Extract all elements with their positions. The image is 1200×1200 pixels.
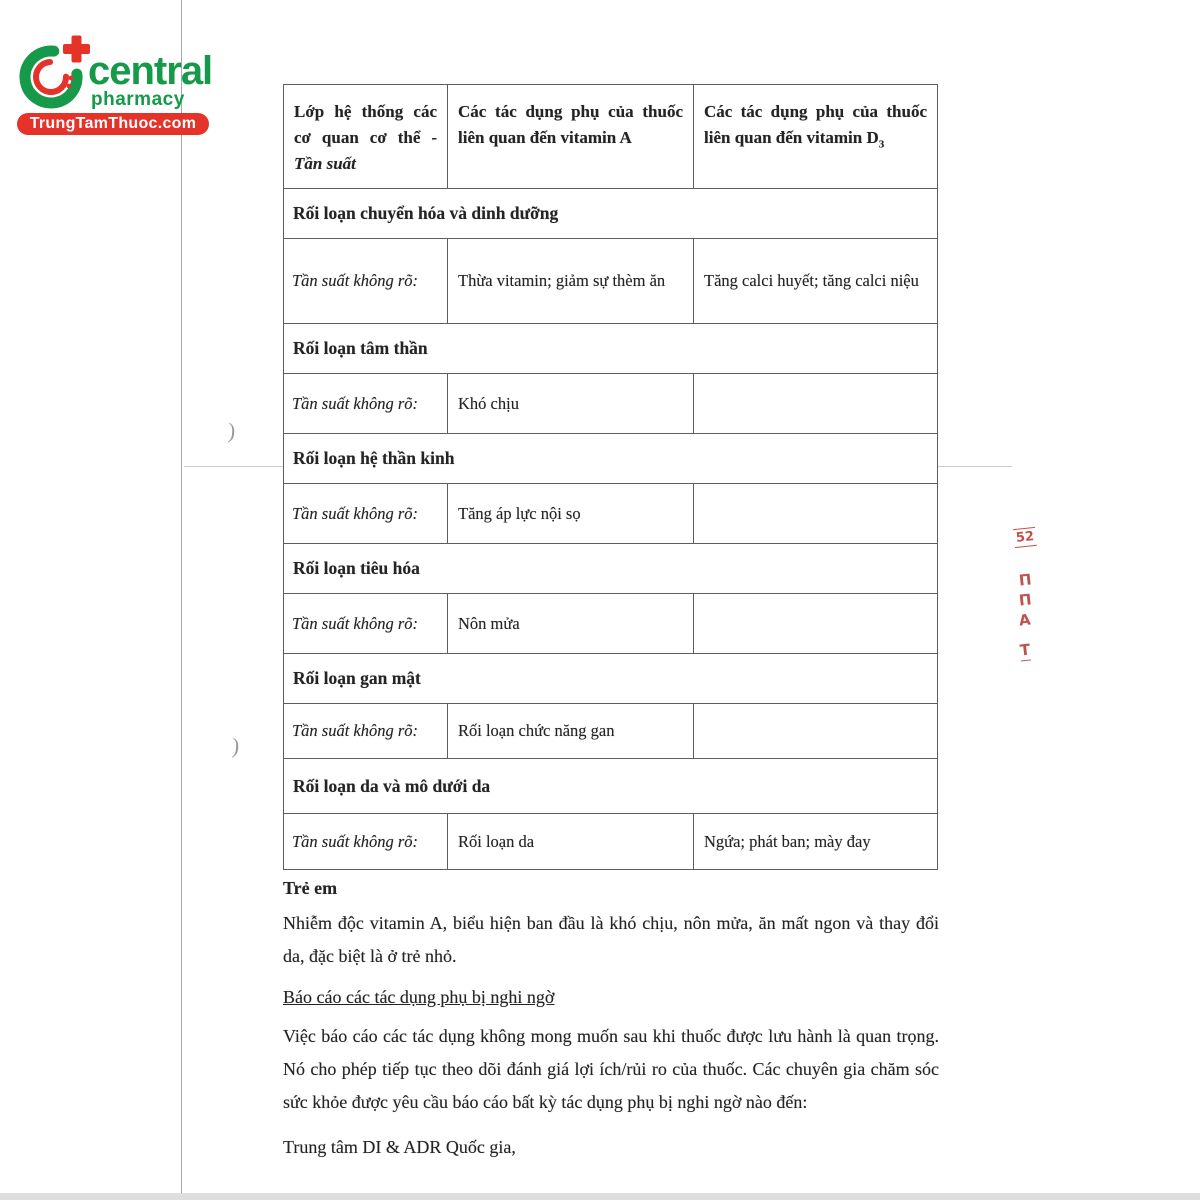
table-row <box>284 374 938 434</box>
section-header-row <box>284 434 938 484</box>
vitamin-a-cell: Rối loạn chức năng gan <box>448 704 694 759</box>
children-paragraph: Nhiễm độc vitamin A, biểu hiện ban đầu là khó chịu, nôn mửa, ăn mất ngon và thay đổi da, đặc biệt là ở trẻ nhỏ. <box>283 913 939 966</box>
section-header-row <box>284 324 938 374</box>
header-cell-system-organ-class <box>284 85 448 189</box>
logo-brand-text: central <box>88 49 213 93</box>
section-title: Rối loạn da và mô dưới da <box>284 759 938 814</box>
section-title: Rối loạn tiêu hóa <box>284 544 938 594</box>
frequency-cell: Tần suất không rõ: <box>284 239 448 324</box>
table-row <box>284 484 938 544</box>
handwritten-mark: Π <box>1017 570 1033 590</box>
handwritten-red-marks <box>1008 528 1042 661</box>
scan-fold-line-right <box>937 466 1012 467</box>
logo-sub-text: pharmacy <box>91 89 185 110</box>
frequency-cell: Tần suất không rõ: <box>284 594 448 654</box>
frequency-cell: Tần suất không rõ: <box>284 374 448 434</box>
vitamin-a-cell: Rối loạn da <box>448 814 694 870</box>
section-title: Rối loạn chuyển hóa và dinh dưỡng <box>284 189 938 239</box>
section-header-row <box>284 654 938 704</box>
vitamin-d3-cell: Tăng calci huyết; tăng calci niệu <box>694 239 938 324</box>
logo-domain-badge: TrungTamThuoc.com <box>17 113 209 135</box>
frequency-cell: Tần suất không rõ: <box>284 814 448 870</box>
vitamin-d3-cell <box>694 704 938 759</box>
vitamin-a-cell: Khó chịu <box>448 374 694 434</box>
header-col1-text: Lớp hệ thống các cơ quan cơ thể - <box>294 102 437 147</box>
header-cell-vitamin-d3 <box>694 85 938 189</box>
vitamin-a-cell: Nôn mửa <box>448 594 694 654</box>
scan-page-edge-line <box>181 0 182 1193</box>
table-row <box>284 594 938 654</box>
handwritten-mark: 52 <box>1013 527 1037 548</box>
section-header-row <box>284 544 938 594</box>
scan-paren-mark: ) <box>227 417 237 444</box>
header-col3-subscript: 3 <box>878 138 885 151</box>
header-col3-text: Các tác dụng phụ của thuốc liên quan đến vitamin D <box>704 102 927 147</box>
vitamin-a-cell: Tăng áp lực nội sọ <box>448 484 694 544</box>
frequency-cell: Tần suất không rõ: <box>284 704 448 759</box>
contact-line: Trung tâm DI & ADR Quốc gia, <box>283 1137 516 1157</box>
body-text-block <box>283 872 939 1182</box>
children-heading: Trẻ em <box>283 878 338 898</box>
scan-fold-line-left <box>184 466 283 467</box>
vitamin-a-cell: Thừa vitamin; giảm sự thèm ăn <box>448 239 694 324</box>
report-paragraph: Việc báo cáo các tác dụng không mong muốn sau khi thuốc được lưu hành là quan trọng. Nó cho phép tiếp tục theo dõi đánh giá lợi ích/rủi ro của thuốc. Các chuyên gia chăm sóc sức khỏe được yêu cầu báo cáo bất kỳ tác dụng phụ bị nghi ngờ nào đến: <box>283 1026 939 1112</box>
table-row <box>284 814 938 870</box>
adverse-effects-table <box>283 84 938 870</box>
table-row <box>284 704 938 759</box>
section-header-row <box>284 189 938 239</box>
central-pharmacy-logo <box>12 33 222 143</box>
frequency-cell: Tần suất không rõ: <box>284 484 448 544</box>
header-col2-text: Các tác dụng phụ của thuốc liên quan đến vitamin A <box>458 102 683 147</box>
header-cell-vitamin-a <box>448 85 694 189</box>
section-title: Rối loạn gan mật <box>284 654 938 704</box>
vitamin-d3-cell <box>694 484 938 544</box>
handwritten-mark: A <box>1018 610 1032 630</box>
handwritten-mark: T <box>1018 640 1031 660</box>
header-col1-frequency-label: Tần suất <box>294 154 356 173</box>
scan-bottom-edge <box>0 1193 1200 1200</box>
section-title: Rối loạn tâm thần <box>284 324 938 374</box>
table-row <box>284 239 938 324</box>
vitamin-d3-cell <box>694 594 938 654</box>
vitamin-d3-cell: Ngứa; phát ban; mày đay <box>694 814 938 870</box>
section-title: Rối loạn hệ thần kinh <box>284 434 938 484</box>
table-header-row <box>284 85 938 189</box>
report-suspected-heading: Báo cáo các tác dụng phụ bị nghi ngờ <box>283 987 555 1007</box>
scan-paren-mark: ) <box>231 732 241 759</box>
section-header-row <box>284 759 938 814</box>
handwritten-mark: Π <box>1017 590 1033 610</box>
vitamin-d3-cell <box>694 374 938 434</box>
